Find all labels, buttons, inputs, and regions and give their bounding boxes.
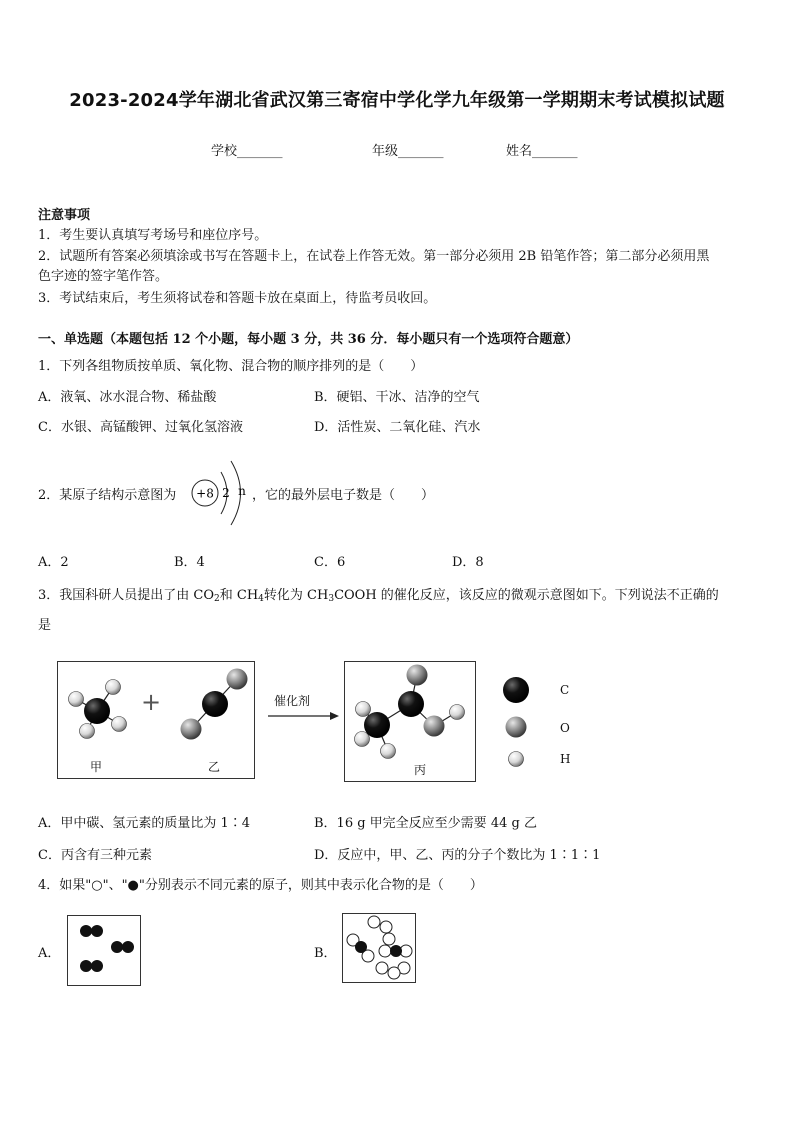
- q1-option-c[interactable]: C．水银、高锰酸钾、过氧化氢溶液: [38, 420, 243, 435]
- notice-heading: 注意事项: [38, 208, 91, 223]
- q4-option-b-diagram: [342, 913, 416, 983]
- atom-legend: [500, 676, 536, 772]
- q4-option-a[interactable]: A．: [38, 946, 61, 961]
- q2-stem-end: ，它的最外层电子数是（ ）: [252, 488, 435, 503]
- q3-stem: 3．我国科研人员提出了由 $CO_2$和 $CH_4$转化为 $CH_3COOH$ 的催化反应，该反应的微观示意图如下。下列说法不正确的: [38, 588, 719, 604]
- carbon-atom-icon: [503, 677, 529, 703]
- legend-h: H: [560, 752, 571, 766]
- inner-electrons: 2: [222, 486, 230, 500]
- q2-stem-start: 2．某原子结构示意图为: [38, 488, 177, 503]
- acetic-acid-molecule: [344, 661, 476, 782]
- q3-option-d[interactable]: D．反应中，甲、乙、丙的分子个数比为 1∶1∶1: [314, 848, 601, 863]
- hydrogen-atom-icon: [509, 752, 524, 767]
- school-field[interactable]: 学校_______: [211, 144, 283, 159]
- notice-item: 3．考试结束后，考生须将试卷和答题卡放在桌面上，待监考员收回。: [38, 291, 437, 306]
- name-field[interactable]: 姓名_______: [506, 144, 578, 159]
- q1-option-d[interactable]: D．活性炭、二氧化硅、汽水: [314, 420, 481, 435]
- q4-option-a-diagram: [67, 915, 141, 986]
- q3-option-a[interactable]: A．甲中碳、氢元素的质量比为 1∶4: [38, 816, 251, 831]
- atom-structure-diagram: [188, 458, 252, 528]
- page-title: 2023-2024学年湖北省武汉第三寄宿中学化学九年级第一学期期末考试模拟试题: [69, 90, 725, 111]
- label-jia: 甲: [90, 760, 103, 774]
- grade-field[interactable]: 年级_______: [372, 144, 444, 159]
- q4-stem: 4．如果"○"、"●"分别表示不同元素的原子，则其中表示化合物的是（ ）: [38, 878, 483, 893]
- catalyst-label: 催化剂: [274, 694, 311, 708]
- nucleus-charge: +8: [196, 486, 214, 501]
- oxygen-atom-icon: [506, 717, 527, 738]
- q1-stem: 1．下列各组物质按单质、氧化物、混合物的顺序排列的是（ ）: [38, 359, 424, 374]
- q3-option-b[interactable]: B．16 g 甲完全反应至少需要 44 g 乙: [314, 816, 537, 831]
- q2-option-d[interactable]: D．8: [452, 555, 484, 570]
- q3-stem-cont: 是: [38, 618, 52, 633]
- q2-option-c[interactable]: C．6: [314, 555, 346, 570]
- legend-c: C: [560, 683, 570, 697]
- reaction-arrow-icon: [268, 710, 340, 722]
- outer-electrons: n: [238, 484, 246, 498]
- methane-molecule: [69, 680, 127, 739]
- q1-option-b[interactable]: B．硬铝、干冰、洁净的空气: [314, 390, 480, 405]
- reactant-molecules: [57, 661, 255, 779]
- section-heading: 一、单选题（本题包括 12 个小题，每小题 3 分，共 36 分．每小题只有一个选项符合题意）: [38, 332, 579, 347]
- notice-item: 1．考生要认真填写考场号和座位序号。: [38, 228, 268, 243]
- co2-molecule: [181, 669, 248, 740]
- q3-option-c[interactable]: C．丙含有三种元素: [38, 848, 152, 863]
- notice-item: 2．试题所有答案必须填涂或书写在答题卡上，在试卷上作答无效。第一部分必须用 2B 铅笔作答；第二部分必须用黑: [38, 249, 710, 264]
- label-bing: 丙: [414, 763, 427, 777]
- q1-option-a[interactable]: A．液氧、冰水混合物、稀盐酸: [38, 390, 217, 405]
- legend-o: O: [560, 721, 570, 735]
- q2-option-a[interactable]: A．2: [38, 555, 69, 570]
- notice-item: 色字迹的签字笔作答。: [38, 269, 169, 284]
- q2-option-b[interactable]: B．4: [174, 555, 205, 570]
- plus-sign: +: [141, 688, 162, 716]
- q4-option-b[interactable]: B．: [314, 946, 337, 961]
- label-yi: 乙: [208, 760, 221, 774]
